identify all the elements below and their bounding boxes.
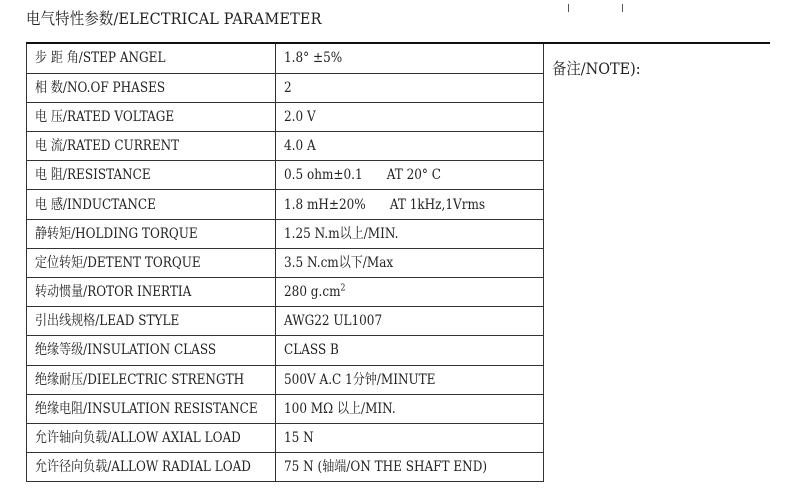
table-row: [27, 423, 544, 452]
table-row: [27, 190, 544, 219]
parameter-name-cell: [27, 161, 276, 190]
parameter-value: [284, 285, 345, 299]
parameter-name-cell: [27, 336, 276, 365]
parameter-value-text: CLASS B: [284, 342, 339, 359]
parameter-name-cell: [27, 248, 276, 277]
page-title: 电气特性参数/ELECTRICAL PARAMETER: [26, 9, 322, 28]
test-condition: AT 20° C: [386, 167, 441, 184]
parameter-name-cell: [27, 278, 276, 307]
parameter-name: 引出线规格/LEAD STYLE: [35, 313, 180, 330]
parameter-value: [284, 81, 292, 95]
parameter-name: 转动惯量/ROTOR INERTIA: [35, 284, 192, 301]
parameter-value-cell: [276, 423, 544, 452]
parameter-name: 相 数/NO.OF PHASES: [35, 79, 166, 96]
parameter-value: [284, 256, 393, 270]
parameter-name-cell: [27, 44, 276, 73]
parameter-value: [284, 460, 487, 474]
table-row: [27, 44, 544, 73]
parameter-value-cell: [276, 132, 544, 161]
parameter-value: [284, 139, 316, 153]
table-row: [27, 307, 544, 336]
parameter-name-cell: [27, 394, 276, 423]
parameter-value: [284, 431, 314, 445]
test-condition: AT 1kHz,1Vrms: [389, 196, 486, 213]
parameter-value-text: 2.0 V: [284, 108, 316, 125]
parameter-value-text: 280 g.cm: [284, 284, 341, 301]
parameter-value-cell: [276, 219, 544, 248]
parameter-name: 允许径向负载/ALLOW RADIAL LOAD: [35, 459, 251, 476]
parameter-name-cell: [27, 365, 276, 394]
parameter-name: 电 流/RATED CURRENT: [35, 138, 180, 155]
parameter-value-cell: [276, 161, 544, 190]
unit-exponent: 2: [340, 283, 346, 294]
parameter-name: 电 压/RATED VOLTAGE: [35, 108, 175, 125]
parameter-name: 绝缘等级/INSULATION CLASS: [35, 342, 217, 359]
parameter-value-text: 3.5 N.cm以下/Max: [284, 254, 394, 271]
note-label: 备注/NOTE):: [552, 59, 641, 78]
parameter-value-text: 2: [284, 79, 292, 96]
parameter-value: [284, 227, 398, 241]
parameter-value-text: 15 N: [284, 430, 314, 447]
parameter-name: 绝缘耐压/DIELECTRIC STRENGTH: [35, 371, 245, 388]
parameter-value-cell: [276, 278, 544, 307]
parameter-name: 步 距 角/STEP ANGEL: [35, 50, 166, 67]
parameter-value: [284, 314, 382, 328]
parameter-value-text: 100 MΩ 以上/MIN.: [284, 400, 396, 417]
parameter-name: 电 感/INDUCTANCE: [35, 196, 156, 213]
parameter-value: [284, 198, 485, 212]
page-mark: [568, 4, 569, 12]
parameter-value-cell: [276, 44, 544, 73]
parameter-name-cell: [27, 219, 276, 248]
parameter-value: [284, 402, 396, 416]
parameter-value-cell: [276, 453, 544, 482]
parameter-value-text: 0.5 ohm±0.1: [284, 167, 363, 184]
parameter-value: [284, 343, 339, 357]
parameter-value-cell: [276, 336, 544, 365]
parameter-value-cell: [276, 248, 544, 277]
parameter-name: 绝缘电阻/INSULATION RESISTANCE: [35, 400, 258, 417]
parameter-name-cell: [27, 132, 276, 161]
parameter-value: [284, 373, 435, 387]
parameter-value-text: 1.8 mH±20%: [284, 196, 366, 213]
parameter-value: [284, 110, 316, 124]
table-row: [27, 453, 544, 482]
table-row: [27, 219, 544, 248]
table-row: [27, 73, 544, 102]
parameter-value-text: 4.0 A: [284, 138, 316, 155]
parameter-value-cell: [276, 307, 544, 336]
parameter-value-text: 1.8° ±5%: [284, 50, 343, 67]
table-row: [27, 132, 544, 161]
table-row: [27, 278, 544, 307]
parameter-value-cell: [276, 102, 544, 131]
parameter-value: [284, 168, 441, 182]
parameter-value-text: 1.25 N.m以上/MIN.: [284, 225, 399, 242]
parameter-name-cell: [27, 190, 276, 219]
table-body: [27, 44, 544, 482]
parameter-name: 电 阻/RESISTANCE: [35, 167, 151, 184]
parameter-name: 允许轴向负载/ALLOW AXIAL LOAD: [35, 430, 241, 447]
parameter-name-cell: [27, 73, 276, 102]
parameter-value-cell: [276, 73, 544, 102]
table-row: [27, 336, 544, 365]
parameter-name-cell: [27, 102, 276, 131]
parameter-name: 定位转矩/DETENT TORQUE: [35, 254, 201, 271]
table-row: [27, 161, 544, 190]
parameter-value-text: 75 N (轴端/ON THE SHAFT END): [284, 459, 488, 476]
parameter-name-cell: [27, 453, 276, 482]
table-row: [27, 102, 544, 131]
parameter-value: [284, 51, 342, 65]
table-row: [27, 394, 544, 423]
parameter-name: 静转矩/HOLDING TORQUE: [35, 225, 198, 242]
parameter-value-text: 500V A.C 1分钟/MINUTE: [284, 371, 436, 388]
parameter-value-cell: [276, 365, 544, 394]
parameter-name-cell: [27, 307, 276, 336]
page-mark: [622, 4, 623, 12]
parameter-value-cell: [276, 190, 544, 219]
parameter-name-cell: [27, 423, 276, 452]
electrical-parameter-table: [26, 44, 544, 482]
table-row: [27, 365, 544, 394]
parameter-value-cell: [276, 394, 544, 423]
parameter-value-text: AWG22 UL1007: [284, 313, 383, 330]
table-row: [27, 248, 544, 277]
